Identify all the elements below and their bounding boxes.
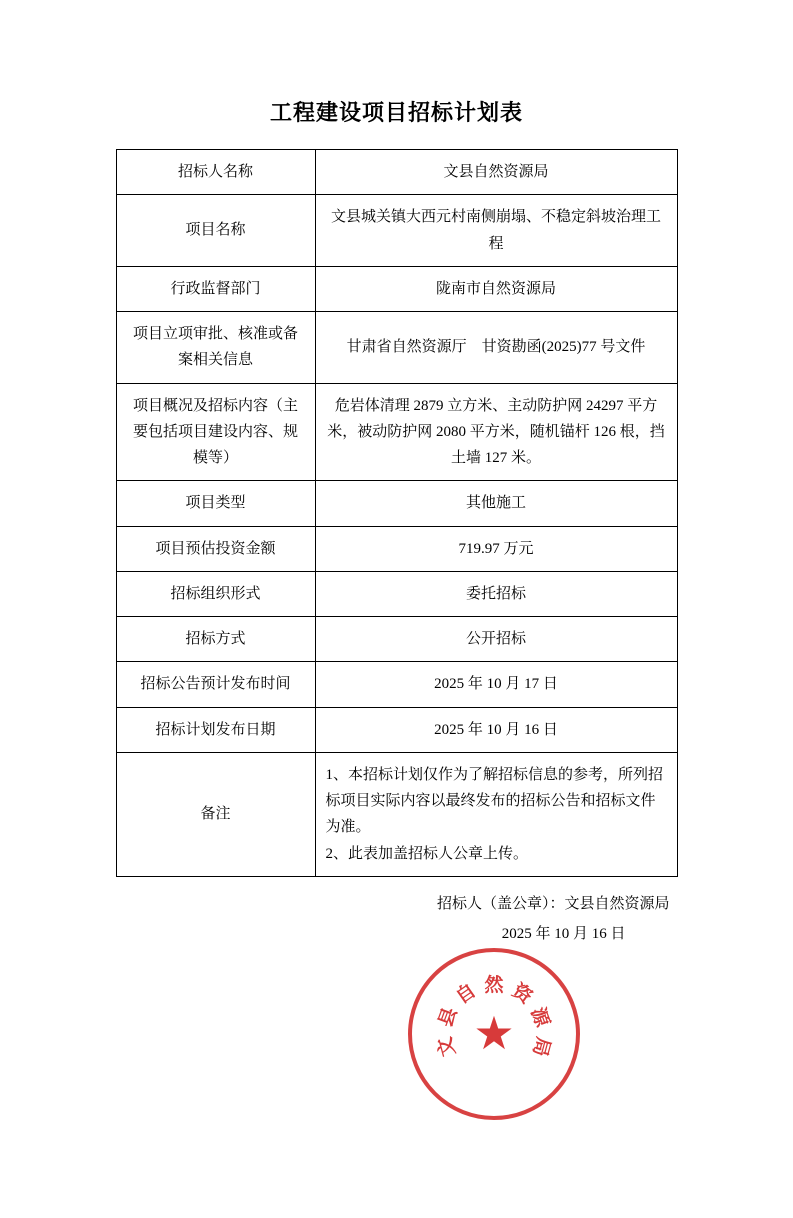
table-row [116,526,677,571]
signature-date: 2025 年 10 月 16 日 [501,925,626,942]
seal-char: 自 [452,980,480,1009]
table-row [116,481,677,526]
row-value: 陇南市自然资源局 [315,266,677,311]
row-value: 危岩体清理 2879 立方米、主动防护网 24297 平方米，被动防护网 2080 平方米，随机锚杆 126 根，挡土墙 127 米。 [315,383,677,481]
table-row [116,662,677,707]
seal-char: 局 [528,1034,554,1059]
row-label: 招标人名称 [116,150,315,195]
signature-block [116,877,678,949]
row-value: 委托招标 [315,571,677,616]
row-value: 2025 年 10 月 17 日 [315,662,677,707]
seal-char: 资 [508,980,536,1009]
bid-plan-table [116,149,678,877]
table-row [116,707,677,752]
signature-line: 招标人（盖公章）：文县自然资源局 [436,895,670,912]
row-value: 公开招标 [315,617,677,662]
seal-char: 源 [526,1004,553,1030]
row-label: 项目立项审批、核准或备案相关信息 [116,312,315,384]
seal-char: 县 [435,1004,462,1030]
row-label: 行政监督部门 [116,266,315,311]
row-value: 2025 年 10 月 16 日 [315,707,677,752]
row-label: 招标计划发布日期 [116,707,315,752]
remark-line-1: 1、本招标计划仅作为了解招标信息的参考，所列招标项目实际内容以最终发布的招标公告和招标文件为准。 [325,766,664,836]
row-label: 招标组织形式 [116,571,315,616]
remark-label: 备注 [116,752,315,876]
row-value: 719.97 万元 [315,526,677,571]
remark-value [315,752,677,876]
seal-char: 文 [434,1034,460,1059]
table-row-remark [116,752,677,876]
row-label: 项目概况及招标内容（主要包括项目建设内容、规模等） [116,383,315,481]
seal-ring [408,948,580,1120]
row-label: 招标方式 [116,617,315,662]
row-value: 文县自然资源局 [315,150,677,195]
row-label: 项目预估投资金额 [116,526,315,571]
table-row [116,312,677,384]
table-row [116,266,677,311]
seal-arc-text [408,948,580,1120]
table-row [116,195,677,267]
seal-char: 然 [484,975,504,996]
official-seal [408,948,580,1120]
table-row [116,571,677,616]
table-row [116,383,677,481]
remark-line-2: 2、此表加盖招标人公章上传。 [325,845,529,862]
row-value: 甘肃省自然资源厅 甘资勘函(2025)77 号文件 [315,312,677,384]
row-label: 招标公告预计发布时间 [116,662,315,707]
row-value: 其他施工 [315,481,677,526]
row-value: 文县城关镇大西元村南侧崩塌、不稳定斜坡治理工程 [315,195,677,267]
seal-star-icon: ★ [473,1008,515,1059]
table-row [116,150,677,195]
document-page [0,96,793,1218]
row-label: 项目名称 [116,195,315,267]
row-label: 项目类型 [116,481,315,526]
table-row [116,617,677,662]
page-title: 工程建设项目招标计划表 [269,100,523,125]
